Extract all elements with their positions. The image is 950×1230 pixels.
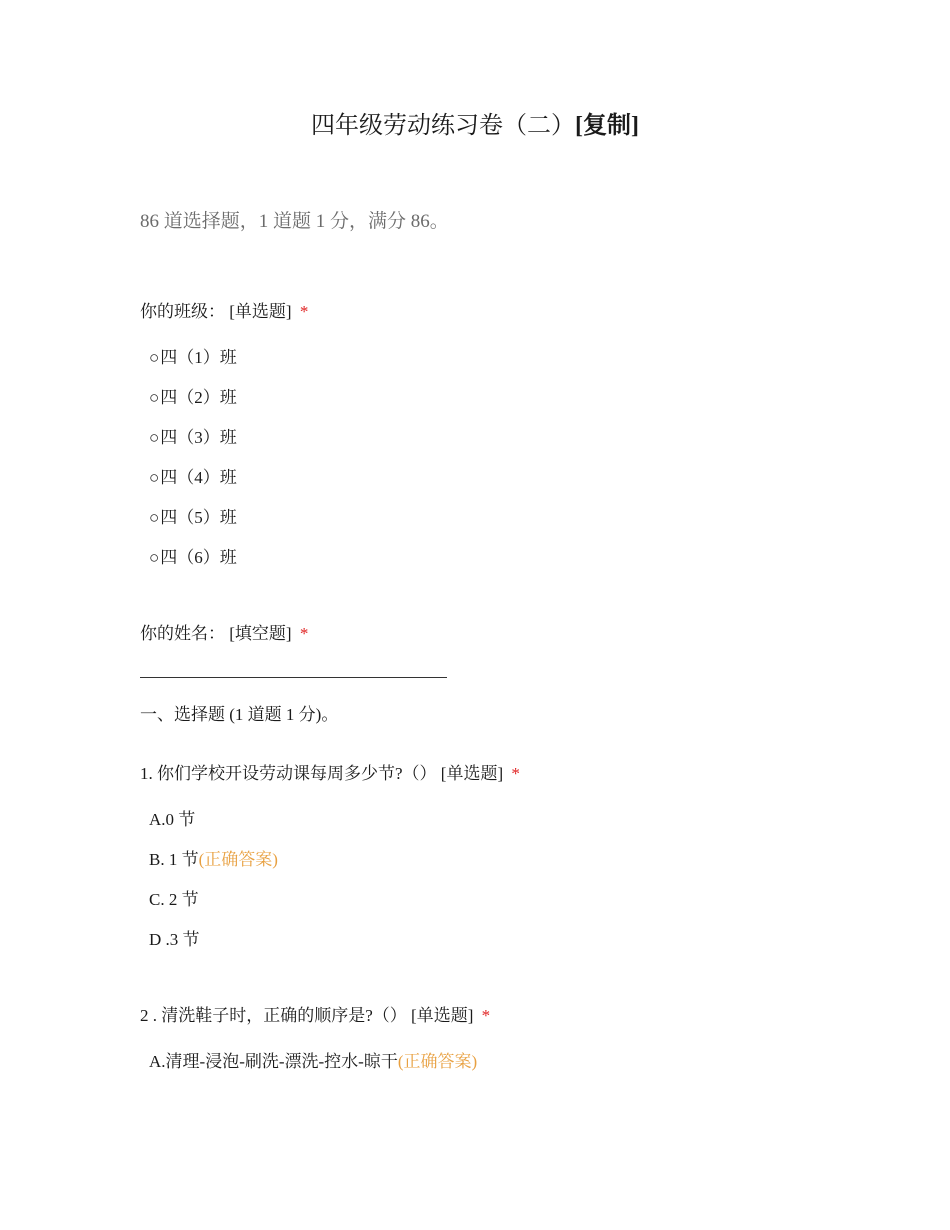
radio-icon: ○ [149,508,160,527]
question-type: [单选题] [440,764,504,783]
q1-option-a[interactable] [149,808,195,832]
question-text: 你的姓名： [140,624,225,643]
question-text: 2 . 清洗鞋子时，正确的顺序是?（） [140,1006,407,1025]
page-title-copy-tag: [复制] [575,113,639,139]
option-label: 四（4）班 [160,468,237,487]
question-text: 1. 你们学校开设劳动课每周多少节?（） [140,764,437,783]
option-label: 四（3）班 [160,428,237,447]
name-question-label [140,622,308,646]
radio-icon: ○ [149,388,160,407]
option-label: 四（6）班 [160,548,237,567]
required-mark: * [481,1006,491,1025]
class-option-5[interactable] [149,506,237,530]
radio-icon: ○ [149,348,160,367]
section-heading: 一、选择题 (1 道题 1 分)。 [140,705,339,724]
correct-answer-tag: (正确答案) [198,850,278,869]
class-option-1[interactable] [149,346,237,370]
class-option-4[interactable] [149,466,237,490]
option-label: 四（2）班 [160,388,237,407]
required-mark: * [299,302,309,321]
q1-option-d[interactable] [149,928,200,952]
option-label: A.0 节 [149,810,196,829]
question-type: [单选题] [229,302,292,321]
question-type: [填空题] [229,624,292,643]
question-text: 你的班级： [140,302,225,321]
name-answer-blank[interactable] [140,677,447,678]
option-label: C. 2 节 [149,890,199,909]
q2-option-a[interactable] [149,1050,477,1074]
option-label: B. 1 节 [149,850,199,869]
required-mark: * [511,764,520,783]
option-label: 四（5）班 [160,508,237,527]
question-2-label [140,1004,490,1028]
question-type: [单选题] [411,1006,474,1025]
radio-icon: ○ [149,428,160,447]
class-question-label [140,300,308,324]
question-1-label [140,762,520,786]
class-option-3[interactable] [149,426,237,450]
q1-option-c[interactable] [149,888,199,912]
class-option-6[interactable] [149,546,237,570]
q1-option-b[interactable] [149,848,278,872]
option-label: 四（1）班 [160,348,237,367]
page-title-main: 四年级劳动练习卷（二） [311,113,575,139]
correct-answer-tag: (正确答案) [397,1052,478,1071]
radio-icon: ○ [149,548,160,567]
class-option-2[interactable] [149,386,237,410]
radio-icon: ○ [149,468,160,487]
option-label: A.清理-浸泡-刷洗-漂洗-控水-晾干 [149,1052,398,1071]
page-title [0,110,950,142]
required-mark: * [299,624,309,643]
option-label: D .3 节 [149,930,200,949]
intro-text: 86 道选择题，1 道题 1 分，满分 86。 [140,211,449,232]
